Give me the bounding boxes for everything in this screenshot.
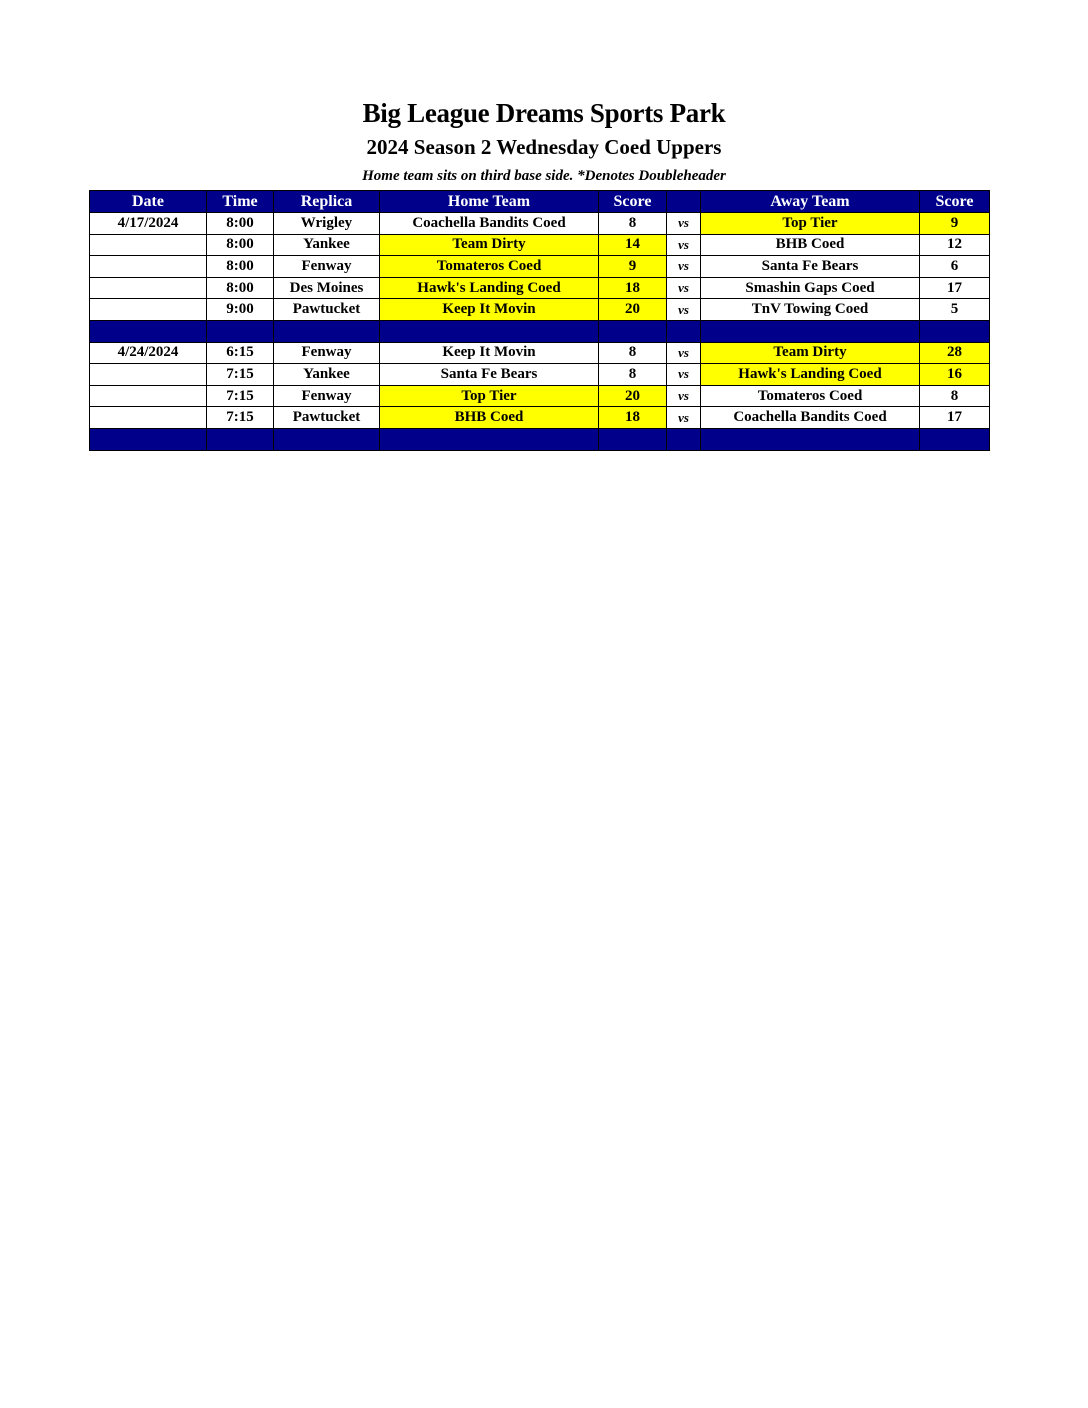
table-row <box>90 256 990 278</box>
schedule-note: Home team sits on third base side. *Denotes Doubleheader <box>362 168 726 184</box>
table-row <box>90 277 990 299</box>
separator-cell <box>920 320 990 342</box>
replica-cell: Fenway <box>274 256 380 278</box>
vs-label: vs <box>667 213 701 235</box>
table-row <box>90 234 990 256</box>
time-cell: 7:15 <box>207 407 274 429</box>
schedule-body <box>90 213 990 451</box>
page-title: Big League Dreams Sports Park <box>362 98 726 128</box>
home-score-cell: 8 <box>599 364 667 386</box>
replica-cell: Pawtucket <box>274 407 380 429</box>
page-subtitle: 2024 Season 2 Wednesday Coed Uppers <box>366 135 722 159</box>
away-team-cell: Smashin Gaps Coed <box>701 277 920 299</box>
date-cell <box>90 234 207 256</box>
date-cell: 4/17/2024 <box>90 213 207 235</box>
away-score-cell: 9 <box>920 213 990 235</box>
separator-cell <box>90 320 207 342</box>
time-cell: 8:00 <box>207 234 274 256</box>
table-row <box>90 213 990 235</box>
separator-cell <box>599 320 667 342</box>
home-score-cell: 18 <box>599 277 667 299</box>
column-header-time: Time <box>207 191 274 213</box>
separator-cell <box>274 428 380 450</box>
vs-label: vs <box>667 277 701 299</box>
time-cell: 7:15 <box>207 364 274 386</box>
column-header-vs <box>667 191 701 213</box>
away-score-cell: 17 <box>920 407 990 429</box>
separator-cell <box>701 428 920 450</box>
time-cell: 8:00 <box>207 213 274 235</box>
separator-cell <box>599 428 667 450</box>
vs-label: vs <box>667 299 701 321</box>
date-cell <box>90 364 207 386</box>
replica-cell: Yankee <box>274 364 380 386</box>
time-cell: 9:00 <box>207 299 274 321</box>
home-team-cell: Santa Fe Bears <box>380 364 599 386</box>
table-row <box>90 407 990 429</box>
schedule-table <box>89 190 990 451</box>
date-cell <box>90 299 207 321</box>
home-score-cell: 8 <box>599 342 667 364</box>
replica-cell: Pawtucket <box>274 299 380 321</box>
away-team-cell: Hawk's Landing Coed <box>701 364 920 386</box>
replica-cell: Des Moines <box>274 277 380 299</box>
away-score-cell: 28 <box>920 342 990 364</box>
away-team-cell: Coachella Bandits Coed <box>701 407 920 429</box>
home-score-cell: 20 <box>599 385 667 407</box>
away-score-cell: 12 <box>920 234 990 256</box>
date-cell <box>90 256 207 278</box>
away-score-cell: 8 <box>920 385 990 407</box>
time-cell: 6:15 <box>207 342 274 364</box>
vs-label: vs <box>667 385 701 407</box>
home-score-cell: 18 <box>599 407 667 429</box>
date-cell <box>90 385 207 407</box>
home-team-cell: Coachella Bandits Coed <box>380 213 599 235</box>
separator-cell <box>380 320 599 342</box>
replica-cell: Yankee <box>274 234 380 256</box>
vs-label: vs <box>667 364 701 386</box>
column-header-replica: Replica <box>274 191 380 213</box>
home-score-cell: 9 <box>599 256 667 278</box>
table-header-row <box>90 191 990 213</box>
column-header-home-score: Score <box>599 191 667 213</box>
separator-cell <box>207 320 274 342</box>
vs-label: vs <box>667 234 701 256</box>
column-header-home-team: Home Team <box>380 191 599 213</box>
separator-cell <box>667 428 701 450</box>
away-score-cell: 16 <box>920 364 990 386</box>
replica-cell: Fenway <box>274 342 380 364</box>
table-row <box>90 299 990 321</box>
away-score-cell: 5 <box>920 299 990 321</box>
column-header-away-team: Away Team <box>701 191 920 213</box>
separator-cell <box>667 320 701 342</box>
home-team-cell: Tomateros Coed <box>380 256 599 278</box>
vs-label: vs <box>667 342 701 364</box>
vs-label: vs <box>667 407 701 429</box>
section-separator-row <box>90 320 990 342</box>
table-row <box>90 364 990 386</box>
time-cell: 8:00 <box>207 277 274 299</box>
table-row <box>90 385 990 407</box>
replica-cell: Fenway <box>274 385 380 407</box>
separator-cell <box>274 320 380 342</box>
away-team-cell: TnV Towing Coed <box>701 299 920 321</box>
home-score-cell: 8 <box>599 213 667 235</box>
section-separator-row <box>90 428 990 450</box>
away-score-cell: 6 <box>920 256 990 278</box>
away-team-cell: Top Tier <box>701 213 920 235</box>
separator-cell <box>380 428 599 450</box>
away-team-cell: Santa Fe Bears <box>701 256 920 278</box>
date-cell: 4/24/2024 <box>90 342 207 364</box>
away-score-cell: 17 <box>920 277 990 299</box>
home-team-cell: Top Tier <box>380 385 599 407</box>
away-team-cell: Team Dirty <box>701 342 920 364</box>
home-team-cell: Hawk's Landing Coed <box>380 277 599 299</box>
table-row <box>90 342 990 364</box>
column-header-away-score: Score <box>920 191 990 213</box>
home-team-cell: Team Dirty <box>380 234 599 256</box>
separator-cell <box>920 428 990 450</box>
home-score-cell: 20 <box>599 299 667 321</box>
column-header-date: Date <box>90 191 207 213</box>
date-cell <box>90 277 207 299</box>
replica-cell: Wrigley <box>274 213 380 235</box>
time-cell: 7:15 <box>207 385 274 407</box>
home-team-cell: Keep It Movin <box>380 342 599 364</box>
date-cell <box>90 407 207 429</box>
separator-cell <box>207 428 274 450</box>
vs-label: vs <box>667 256 701 278</box>
time-cell: 8:00 <box>207 256 274 278</box>
home-score-cell: 14 <box>599 234 667 256</box>
separator-cell <box>701 320 920 342</box>
away-team-cell: Tomateros Coed <box>701 385 920 407</box>
away-team-cell: BHB Coed <box>701 234 920 256</box>
separator-cell <box>90 428 207 450</box>
home-team-cell: Keep It Movin <box>380 299 599 321</box>
home-team-cell: BHB Coed <box>380 407 599 429</box>
